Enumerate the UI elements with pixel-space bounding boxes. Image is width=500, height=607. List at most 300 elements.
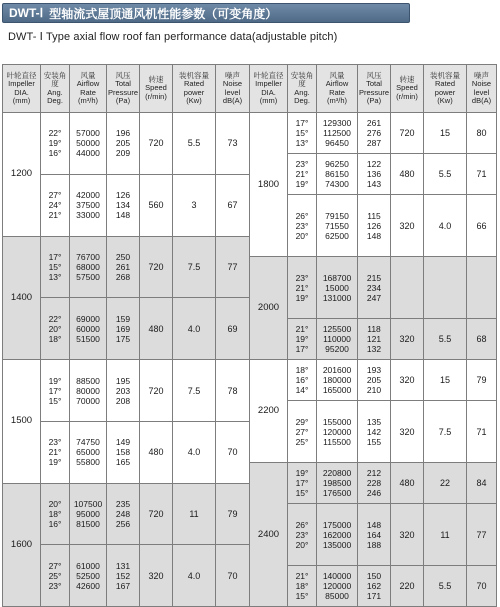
airflow-cell [70,483,107,545]
airflow-cell [317,195,358,257]
speed-cell: 720 [140,236,173,298]
noise-cell: 70 [216,421,250,483]
airflow-cell-value: 57500 [76,271,100,282]
airflow-cell-value: 120000 [322,426,352,437]
table-row [3,113,497,134]
pressure-cell [358,113,391,154]
header-pressure [358,65,391,113]
rated-power-cell: 7.5 [173,360,216,422]
angle-cell-value: 17° [295,118,309,129]
header-label-en: (Kw) [437,96,453,105]
angle-cell-value: 15° [295,488,309,499]
pressure-cell-value: 159 [115,313,131,324]
noise-cell: 68 [467,318,497,359]
angle-cell-value: 15° [295,591,309,602]
angle-cell-value: 19° [48,457,62,468]
airflow-cell-value: 85000 [325,591,349,602]
airflow-cell [70,421,107,483]
airflow-cell-value: 168700 [322,272,352,283]
airflow-cell [70,298,107,360]
angle-cell-value: 20° [295,230,309,241]
angle-cell-value: 22° [48,313,62,324]
airflow-cell [317,113,358,154]
header-label-en: (r/min) [145,91,167,101]
header-label-zh: 叶轮直径 [253,70,284,80]
pressure-cell-value: 261 [115,261,131,272]
pressure-cell [107,298,140,360]
airflow-cell-value: 95000 [76,509,100,520]
pressure-cell-value: 205 [115,138,131,149]
noise-cell: 71 [467,401,497,463]
pressure-cell-value: 122 [366,159,382,170]
angle-cell-value: 23° [295,272,309,283]
airflow-cell [70,113,107,175]
airflow-cell [70,236,107,298]
impeller-dia-cell: 2400 [250,463,288,607]
header-row [3,65,497,113]
angle-cell [288,504,317,566]
pressure-cell-value: 250 [115,251,131,262]
angle-cell-value: 14° [295,385,309,396]
rated-power-cell: 5.5 [424,318,467,359]
noise-cell: 84 [467,463,497,504]
pressure-cell-value: 148 [115,210,131,221]
airflow-cell-value: 62500 [325,230,349,241]
header-label-en: Deg. [294,96,310,105]
header-label-en: level [224,87,241,97]
angle-cell-value: 23° [48,580,62,591]
header-label-zh: 噪声 [474,70,489,80]
airflow-cell-value: 86150 [325,169,349,180]
angle-cell-value: 19° [295,334,309,345]
pressure-cell-value: 167 [115,580,131,591]
pressure-cell-value: 158 [115,447,131,458]
rated-power-cell: 4.0 [424,195,467,257]
angle-cell-value: 23° [295,159,309,170]
pressure-cell-value: 126 [366,220,382,231]
header-label-en: Rated [183,79,204,88]
airflow-cell-value: 220800 [322,468,352,479]
pressure-cell [107,236,140,298]
airflow-cell-value: 74750 [76,437,100,448]
speed-cell: 220 [391,566,424,607]
angle-cell [41,483,70,545]
header-speed [391,65,424,113]
header-airflow [317,65,358,113]
header-label-en: power [183,87,205,97]
noise-cell [467,257,497,319]
angle-cell-value: 23° [295,529,309,540]
header-label-en: Ang. [294,87,310,97]
header-label-en: (mm) [259,96,278,105]
speed-cell: 480 [140,421,173,483]
angle-cell [288,195,317,257]
header-label-en: power [434,87,456,97]
airflow-cell [70,360,107,422]
airflow-cell-value: 95200 [325,344,349,355]
airflow-cell-value: 70000 [76,395,100,406]
header-label-en: Impeller [255,79,282,88]
airflow-cell-value: 155000 [322,416,352,427]
airflow-cell [70,545,107,607]
airflow-cell [317,257,358,319]
pressure-cell [107,545,140,607]
airflow-cell-value: 162000 [322,529,352,540]
header-label-zh: 风量 [80,70,96,80]
pressure-cell-value: 135 [366,416,382,427]
pressure-cell-value: 212 [366,468,382,479]
header-label-en: Noise [222,79,243,88]
angle-cell-value: 18° [295,365,309,376]
angle-cell-value: 23° [295,220,309,231]
impeller-dia-cell: 1800 [250,113,288,257]
angle-cell [288,113,317,154]
angle-cell-value: 16° [48,519,62,530]
angle-cell [288,257,317,319]
header-label-en: Airflow [325,79,349,88]
speed-cell [391,257,424,319]
angle-cell [41,360,70,422]
header-rated-power [173,65,216,113]
angle-cell-value: 17° [48,385,62,396]
pressure-cell-value: 131 [115,560,131,571]
pressure-cell-value: 196 [115,128,131,139]
impeller-dia-cell: 2200 [250,360,288,463]
angle-cell-value: 21° [48,447,62,458]
airflow-cell-value: 115500 [323,436,351,447]
header-label-zh: 安装角度 [43,70,67,88]
rated-power-cell: 11 [173,483,216,545]
pressure-cell-value: 215 [366,272,382,283]
header-label-zh: 风量 [329,70,345,80]
airflow-cell-value: 61000 [76,560,100,571]
header-label-en: Pressure [107,87,138,97]
speed-cell: 560 [140,174,173,236]
angle-cell-value: 19° [48,138,62,149]
airflow-cell [317,566,358,607]
angle-cell-value: 19° [295,292,309,303]
header-label-en: Impeller [8,79,35,88]
header-label-zh: 装机容量 [430,70,460,80]
airflow-cell-value: 107500 [73,499,103,510]
header-noise [467,65,497,113]
rated-power-cell: 22 [424,463,467,504]
header-impeller-dia [250,65,288,113]
pressure-cell [358,195,391,257]
airflow-cell-value: 129300 [322,118,352,129]
pressure-cell-value: 256 [115,519,131,530]
angle-cell-value: 21° [295,169,309,180]
pressure-cell-value: 136 [366,169,382,180]
rated-power-cell: 15 [424,113,467,154]
header-pressure [107,65,140,113]
pressure-cell [358,566,391,607]
pressure-cell-value: 193 [366,365,382,376]
pressure-cell-value: 208 [115,395,131,406]
angle-cell-value: 15° [48,261,62,272]
header-label-zh: 噪声 [225,70,240,80]
airflow-cell-value: 37500 [76,200,100,211]
airflow-cell-value: 140000 [322,571,352,582]
rated-power-cell: 7.5 [173,236,216,298]
page-title: 型轴流式屋顶通风机性能参数（可变角度） [49,6,278,21]
airflow-cell-value: 198500 [322,478,352,489]
airflow-cell-value: 120000 [322,581,352,592]
angle-cell [288,401,317,463]
impeller-dia-cell: 1200 [3,113,41,237]
airflow-cell-value: 42000 [76,190,100,201]
header-angle [288,65,317,113]
speed-cell: 480 [391,154,424,195]
pressure-cell-value: 152 [115,570,131,581]
pressure-cell-value: 246 [366,488,382,499]
header-label-en: (Kw) [186,96,202,105]
airflow-cell-value: 81500 [76,519,100,530]
angle-cell-value: 15° [48,395,62,406]
pressure-cell-value: 164 [366,529,382,540]
angle-cell-value: 16° [48,148,62,159]
airflow-cell-value: 50000 [76,138,100,149]
airflow-cell-value: 69000 [76,313,100,324]
pressure-cell-value: 169 [115,323,131,334]
airflow-cell-value: 79150 [325,210,349,221]
airflow-cell-value: 131000 [322,292,352,303]
airflow-cell-value: 112500 [323,128,351,139]
pressure-cell-value: 228 [366,478,382,489]
angle-cell-value: 20° [48,323,62,334]
angle-cell-value: 19° [48,375,62,386]
rated-power-cell: 3 [173,174,216,236]
speed-cell: 320 [391,360,424,401]
airflow-cell-value: 74300 [325,179,349,190]
pressure-cell-value: 148 [366,519,382,530]
noise-cell: 78 [216,360,250,422]
angle-cell-value: 25° [295,436,309,447]
header-label-zh: 风压 [115,70,131,80]
pressure-cell-value: 165 [115,457,131,468]
angle-cell [41,545,70,607]
impeller-dia-cell: 1400 [3,236,41,360]
pressure-cell-value: 121 [366,334,382,345]
rated-power-cell: 5.5 [424,566,467,607]
speed-cell: 320 [140,545,173,607]
angle-cell-value: 21° [295,571,309,582]
airflow-cell [317,401,358,463]
header-label-en: Rated [434,79,455,88]
angle-cell-value: 22° [48,128,62,139]
speed-cell: 320 [391,504,424,566]
speed-cell: 720 [140,360,173,422]
angle-cell-value: 18° [48,509,62,520]
pressure-cell [358,463,391,504]
speed-cell: 720 [140,113,173,175]
pressure-cell-value: 148 [366,230,382,241]
noise-cell: 70 [467,566,497,607]
impeller-dia-cell: 1500 [3,360,41,484]
angle-cell-value: 20° [48,499,62,510]
header-label-en: (r/min) [396,91,418,101]
rated-power-cell: 4.0 [173,298,216,360]
angle-cell-value: 13° [48,271,62,282]
header-speed [140,65,173,113]
header-label-en: dB(A) [471,96,492,105]
header-label-en: Deg. [47,96,63,105]
rated-power-cell: 4.0 [173,545,216,607]
angle-cell-value: 27° [48,190,62,201]
pressure-cell [358,401,391,463]
noise-cell: 71 [467,154,497,195]
angle-cell-value: 26° [295,210,309,221]
model-name: DWT-Ⅰ [9,6,44,20]
airflow-cell-value: 15000 [325,282,349,293]
header-noise [216,65,250,113]
speed-cell: 720 [391,113,424,154]
header-label-en: (Pa) [366,96,382,105]
header-label-en: (mm) [12,96,31,105]
header-label-zh: 风压 [366,70,382,80]
header-label-en: Total [115,79,131,88]
header-label-en: Speed [396,83,418,93]
airflow-cell-value: 52500 [76,570,100,581]
noise-cell: 73 [216,113,250,175]
pressure-cell-value: 142 [366,426,382,437]
rated-power-cell: 5.5 [173,113,216,175]
pressure-cell-value: 188 [366,539,382,550]
pressure-cell-value: 132 [366,344,382,355]
airflow-cell-value: 96450 [325,138,349,149]
pressure-cell-value: 118 [367,324,381,335]
pressure-cell-value: 247 [366,292,382,303]
airflow-cell-value: 44000 [76,148,100,159]
pressure-cell [107,421,140,483]
performance-table [2,64,497,607]
rated-power-cell: 5.5 [424,154,467,195]
angle-cell-value: 20° [295,539,309,550]
header-label-en: DIA. [261,87,276,97]
airflow-cell-value: 76700 [76,251,100,262]
airflow-cell-value: 135000 [322,539,352,550]
noise-cell: 79 [216,483,250,545]
airflow-cell [317,154,358,195]
pressure-cell-value: 155 [366,436,382,447]
speed-cell: 480 [140,298,173,360]
angle-cell-value: 18° [48,333,62,344]
header-label-en: Rate [329,87,345,97]
pressure-cell-value: 248 [115,509,131,520]
airflow-cell-value: 176500 [322,488,352,499]
pressure-cell-value: 134 [115,200,131,211]
airflow-cell-value: 96250 [325,159,349,170]
angle-cell-value: 21° [295,282,309,293]
angle-cell-value: 19° [295,468,309,479]
airflow-cell [317,463,358,504]
airflow-cell-value: 175000 [322,519,352,530]
header-label-en: Rate [80,87,96,97]
pressure-cell-value: 276 [366,128,382,139]
airflow-cell-value: 68000 [76,261,100,272]
pressure-cell-value: 261 [366,118,382,129]
angle-cell-value: 27° [48,560,62,571]
pressure-cell-value: 268 [115,271,131,282]
angle-cell-value: 25° [48,570,62,581]
rated-power-cell: 4.0 [173,421,216,483]
header-label-zh: 转速 [148,74,164,84]
speed-cell: 480 [391,463,424,504]
header-label-en: Ang. [47,87,63,97]
airflow-cell [70,174,107,236]
angle-cell-value: 29° [295,416,309,427]
angle-cell-value: 21° [48,210,62,221]
header-label-zh: 装机容量 [179,70,209,80]
pressure-cell [107,360,140,422]
angle-cell [41,298,70,360]
noise-cell: 66 [467,195,497,257]
angle-cell-value: 17° [295,478,309,489]
pressure-cell [107,174,140,236]
noise-cell: 77 [467,504,497,566]
pressure-cell-value: 234 [366,282,382,293]
impeller-dia-cell: 1600 [3,483,41,607]
header-label-zh: 安装角度 [290,70,314,88]
header-label-zh: 叶轮直径 [6,70,37,80]
angle-cell [41,174,70,236]
angle-cell [41,421,70,483]
angle-cell [288,566,317,607]
airflow-cell-value: 57000 [76,128,100,139]
airflow-cell-value: 80000 [76,385,100,396]
angle-cell [288,463,317,504]
header-label-zh: 转速 [399,74,415,84]
noise-cell: 69 [216,298,250,360]
pressure-cell-value: 115 [367,210,381,221]
pressure-cell-value: 205 [366,375,382,386]
header-label-en: dB(A) [222,96,243,105]
angle-cell-value: 24° [48,200,62,211]
angle-cell [288,318,317,359]
pressure-cell-value: 150 [366,571,382,582]
header-label-en: (Pa) [115,96,131,105]
noise-cell: 77 [216,236,250,298]
noise-cell: 79 [467,360,497,401]
angle-cell [41,236,70,298]
header-label-en: Speed [145,83,167,93]
pressure-cell-value: 143 [366,179,382,190]
pressure-cell [107,113,140,175]
pressure-cell-value: 171 [366,591,382,602]
header-label-en: Airflow [76,79,100,88]
rated-power-cell: 7.5 [424,401,467,463]
page-subtitle: DWT- Ⅰ Type axial flow roof fan performance data(adjustable pitch) [8,31,338,43]
airflow-cell-value: 165000 [322,385,352,396]
airflow-cell-value: 88500 [76,375,100,386]
speed-cell: 320 [391,401,424,463]
rated-power-cell [424,257,467,319]
airflow-cell-value: 51500 [76,333,100,344]
angle-cell-value: 13° [295,138,309,149]
airflow-cell-value: 110000 [323,334,351,345]
airflow-cell [317,318,358,359]
pressure-cell [358,257,391,319]
pressure-cell-value: 209 [115,148,131,159]
header-impeller-dia [3,65,41,113]
airflow-cell-value: 201600 [322,365,352,376]
speed-cell: 320 [391,318,424,359]
pressure-cell-value: 210 [366,385,382,396]
pressure-cell [107,483,140,545]
angle-cell-value: 17° [48,251,62,262]
angle-cell [288,154,317,195]
speed-cell: 720 [140,483,173,545]
